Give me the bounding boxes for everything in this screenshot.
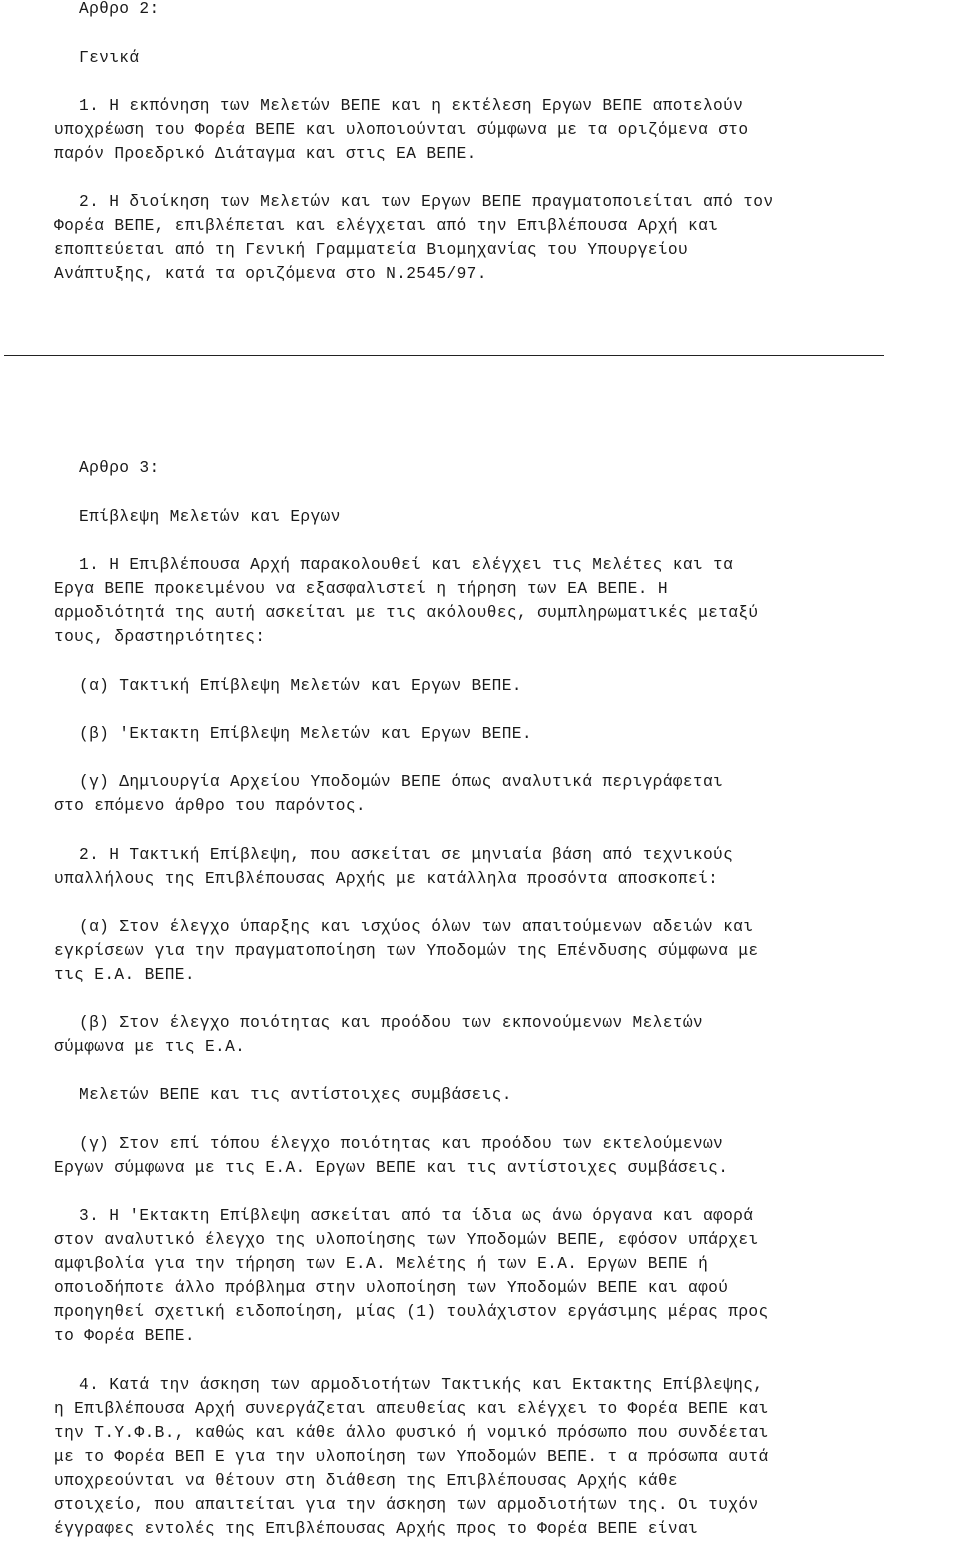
article3-para4-line1: 4. Κατά την άσκηση των αρμοδιοτήτων Τακτικής και Εκτακτης Επίβλεψης,: [79, 1376, 764, 1394]
article3-para4-line3: την Τ.Υ.Φ.Β., καθώς και κάθε άλλο φυσικό ή νομικό πρόσωπο που συνδέεται: [54, 1424, 769, 1442]
article2-para1-line1: 1. Η εκπόνηση των Μελετών ΒΕΠΕ και η εκτέλεση Εργων ΒΕΠΕ αποτελούν: [79, 97, 744, 115]
article2-para2-line1: 2. Η διοίκηση των Μελετών και των Εργων ΒΕΠΕ πραγματοποιείται από τον: [79, 193, 774, 211]
article3-para3-line5: προηγηθεί σχετική ειδοποίηση, μίας (1) τουλάχιστον εργάσιμης μέρας προς: [54, 1303, 769, 1321]
article3-para2-a-line2: εγκρίσεων για την πραγματοποίηση των Υποδομών της Επένδυσης σύμφωνα με: [54, 942, 759, 960]
article3-item-a: (α) Τακτική Επίβλεψη Μελετών και Εργων ΒΕΠΕ.: [79, 677, 522, 695]
article3-para3-line4: οποιοδήποτε άλλο πρόβλημα στην υλοποίηση των Υποδομών ΒΕΠΕ και αφού: [54, 1279, 729, 1297]
section-divider: [4, 355, 884, 356]
article3-para2-line2: υπαλλήλους της Επιβλέπουσας Αρχής με κατάλληλα προσόντα αποσκοπεί:: [54, 870, 719, 888]
article3-para2-c-line2: Εργων σύμφωνα με τις Ε.Α. Εργων ΒΕΠΕ και τις αντίστοιχες συμβάσεις.: [54, 1159, 729, 1177]
article3-para2-line1: 2. Η Τακτική Επίβλεψη, που ασκείται σε μηνιαία βάση από τεχνικούς: [79, 846, 734, 864]
article3-heading: Αρθρο 3:: [79, 459, 160, 477]
article3-para2-b-line1: (β) Στον έλεγχο ποιότητας και προόδου των εκπονούμενων Μελετών: [79, 1014, 703, 1032]
article3-para1-line3: αρμοδιότητά της αυτή ασκείται με τις ακόλουθες, συμπληρωματικές μεταξύ: [54, 604, 759, 622]
article2-para1-line3: παρόν Προεδρικό Διάταγμα και στις ΕΑ ΒΕΠΕ.: [54, 145, 477, 163]
article3-para4-line2: η Επιβλέπουσα Αρχή συνεργάζεται απευθείας και ελέγχει το Φορέα ΒΕΠΕ και: [54, 1400, 769, 1418]
article3-para2-c-line1: (γ) Στον επί τόπου έλεγχο ποιότητας και προόδου των εκτελούμενων: [79, 1135, 724, 1153]
article3-para1-line4: τους, δραστηριότητες:: [54, 628, 266, 646]
article2-title: Γενικά: [79, 49, 140, 67]
article3-para1-line2: Εργα ΒΕΠΕ προκειμένου να εξασφαλιστεί η τήρηση των ΕΑ ΒΕΠΕ. Η: [54, 580, 668, 598]
article3-para2-a-line3: τις Ε.Α. ΒΕΠΕ.: [54, 966, 195, 984]
article3-para3-line3: αμφιβολία για την τήρηση των Ε.Α. Μελέτης ή των Ε.Α. Εργων ΒΕΠΕ ή: [54, 1255, 709, 1273]
article2-para2-line2: Φορέα ΒΕΠΕ, επιβλέπεται και ελέγχεται από την Επιβλέπουσα Αρχή και: [54, 217, 719, 235]
article2-heading: Αρθρο 2:: [79, 0, 160, 18]
article2-para2-line4: Ανάπτυξης, κατά τα οριζόμενα στο Ν.2545/97.: [54, 265, 487, 283]
article3-para3-line2: στον αναλυτικό έλεγχο της υλοποίησης των Υποδομών ΒΕΠΕ, εφόσον υπάρχει: [54, 1231, 759, 1249]
article3-para4-line7: έγγραφες εντολές της Επιβλέπουσας Αρχής προς το Φορέα ΒΕΠΕ είναι: [54, 1520, 699, 1538]
article3-para2-b-line2: σύμφωνα με τις Ε.Α.: [54, 1038, 246, 1056]
article3-para2-a-line1: (α) Στον έλεγχο ύπαρξης και ισχύος όλων των απαιτούμενων αδειών και: [79, 918, 754, 936]
article3-title: Επίβλεψη Μελετών και Εργων: [79, 508, 341, 526]
article3-para4-line6: στοιχείο, που απαιτείται για την άσκηση των αρμοδιοτήτων της. Οι τυχόν: [54, 1496, 759, 1514]
article2-para1-line2: υποχρέωση του Φορέα ΒΕΠΕ και υλοποιούνται σύμφωνα με τα οριζόμενα στο: [54, 121, 749, 139]
article3-item-b: (β) 'Εκτακτη Επίβλεψη Μελετών και Εργων ΒΕΠΕ.: [79, 725, 532, 743]
article3-para3-line6: το Φορέα ΒΕΠΕ.: [54, 1327, 195, 1345]
article3-para1-line1: 1. Η Επιβλέπουσα Αρχή παρακολουθεί και ελέγχει τις Μελέτες και τα: [79, 556, 734, 574]
article3-para4-line4: με το Φορέα ΒΕΠ Ε για την υλοποίηση των Υποδομών ΒΕΠΕ. τ α πρόσωπα αυτά: [54, 1448, 769, 1466]
article3-para3-line1: 3. Η 'Εκτακτη Επίβλεψη ασκείται από τα ίδια ως άνω όργανα και αφορά: [79, 1207, 754, 1225]
article3-para2-b-continuation: Μελετών ΒΕΠΕ και τις αντίστοιχες συμβάσεις.: [79, 1086, 512, 1104]
article3-item-c-line1: (γ) Δημιουργία Αρχείου Υποδομών ΒΕΠΕ όπως αναλυτικά περιγράφεται: [79, 773, 724, 791]
article3-para4-line5: υποχρεούνται να θέτουν στη διάθεση της Επιβλέπουσας Αρχής κάθε: [54, 1472, 678, 1490]
article3-item-c-line2: στο επόμενο άρθρο του παρόντος.: [54, 797, 366, 815]
article2-para2-line3: εποπτεύεται από τη Γενική Γραμματεία Βιομηχανίας του Υπουργείου: [54, 241, 689, 259]
